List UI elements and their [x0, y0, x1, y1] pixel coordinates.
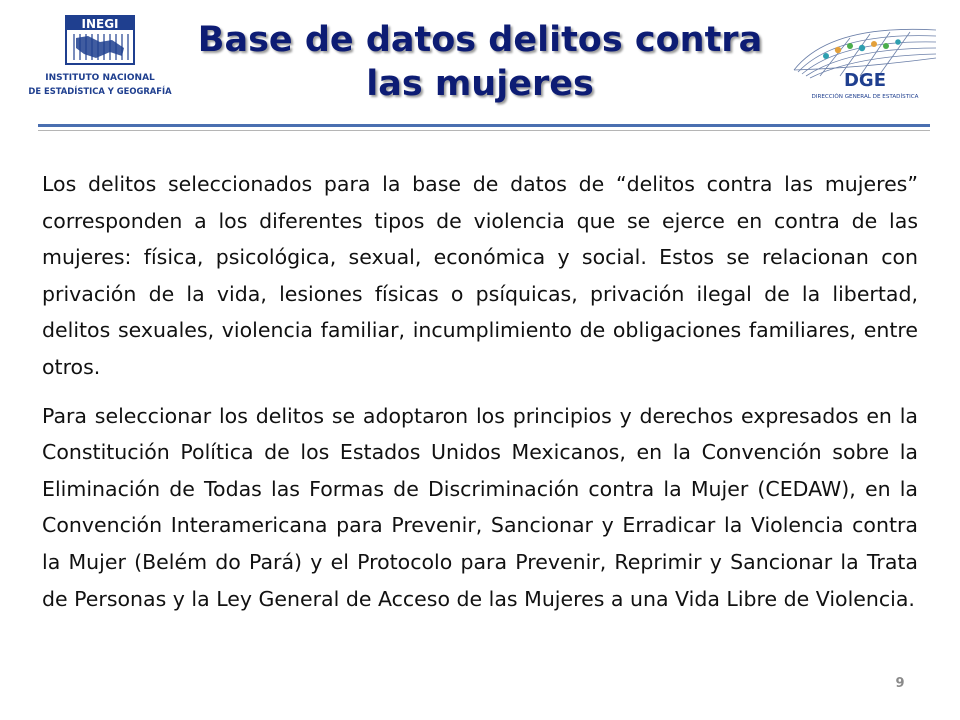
- dge-logo-graphic: [790, 18, 940, 104]
- dge-logo: [790, 18, 940, 104]
- title-line-1: Base de datos delitos contra: [197, 20, 763, 60]
- inegi-line1: INSTITUTO NACIONAL: [45, 73, 155, 83]
- body-text: [42, 166, 918, 617]
- inegi-logo-graphic: [26, 14, 174, 104]
- header-divider: [38, 124, 930, 127]
- paragraph-2: Para seleccionar los delitos se adoptaron los principios y derechos expresados en la Constitución Política de los Estados Unidos Mexicanos, en la Convención sobre la Eliminación de Todas las Formas de Discriminación contra la Mujer (CEDAW), en la Convención Interamericana para Prevenir, Sancionar y Erradicar la Violencia contra la Mujer (Belém do Pará) y el Protocolo para Prevenir, Reprimir y Sancionar la Trata de Personas y la Ley General de Acceso de las Mujeres a una Vida Libre de Violencia.: [42, 403, 918, 611]
- header-divider-shadow: [38, 130, 930, 131]
- dge-subtitle: DIRECCIÓN GENERAL DE ESTADÍSTICA: [811, 94, 919, 100]
- inegi-logo: [26, 14, 174, 104]
- inegi-line2: DE ESTADÍSTICA Y GEOGRAFÍA: [28, 86, 172, 96]
- title-line-2: las mujeres: [366, 64, 594, 104]
- page-title: [180, 18, 780, 106]
- inegi-wordmark: INEGI: [81, 17, 119, 31]
- dge-wordmark: DGE: [843, 70, 887, 91]
- page-number: 9: [895, 676, 905, 691]
- paragraph-1: Los delitos seleccionados para la base de datos de “delitos contra las mujeres” corresponden a los diferentes tipos de violencia que se ejerce en contra de las mujeres: física, psicológica, sexual, económica y social. Estos se relacionan con privación de la vida, lesiones físicas o psíquicas, privación ilegal de la libertad, delitos sexuales, violencia familiar, incumplimiento de obligaciones familiares, entre otros.: [42, 172, 918, 379]
